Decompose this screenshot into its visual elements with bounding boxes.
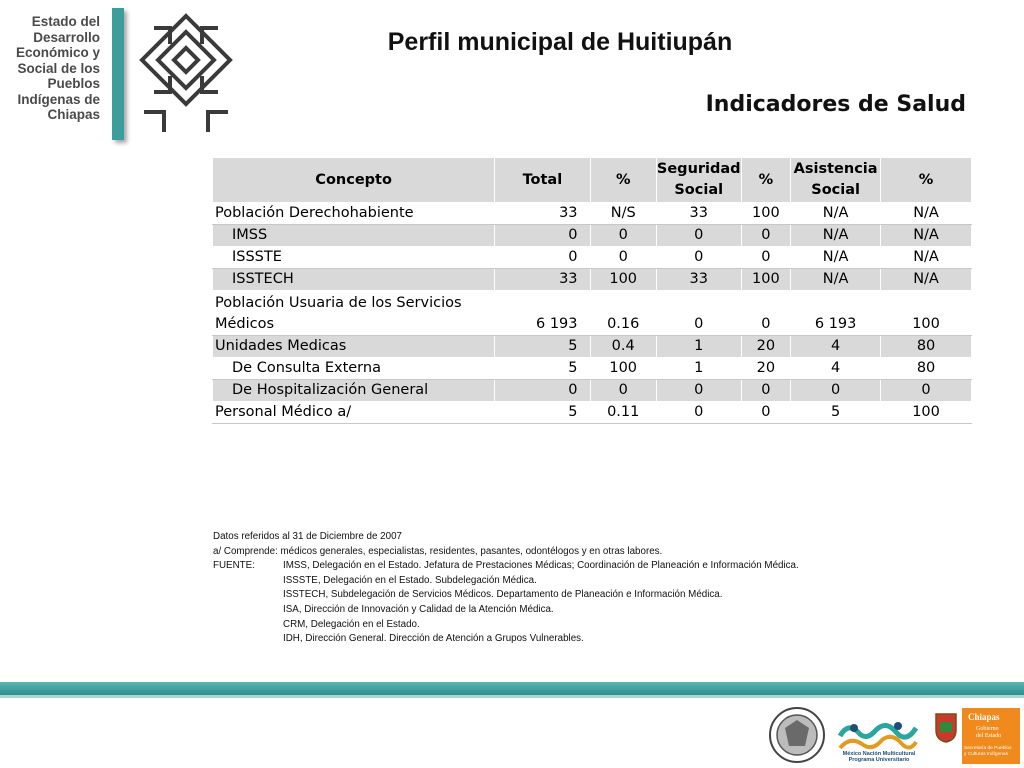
date-note: Datos referidos al 31 de Diciembre de 2007	[213, 531, 402, 542]
cell-asistencia-social: 4	[791, 336, 881, 358]
cell-pct: 0	[590, 380, 656, 402]
cell-as-pct: 100	[881, 291, 972, 336]
cell-as-pct: 0	[881, 380, 972, 402]
cell-seguridad-social: 0	[656, 380, 741, 402]
health-indicators-table	[212, 157, 972, 424]
cell-total: 5	[495, 402, 590, 424]
cell-total: 33	[495, 269, 590, 291]
footnote-a: a/ Comprende: médicos generales, especialistas, residentes, pasantes, odontélogos y en otras labores.	[213, 545, 663, 557]
table-header-row	[213, 158, 972, 203]
cell-as-pct: 80	[881, 336, 972, 358]
mexico-multicultural-text: México Nación Multicultural Programa Universitario	[842, 751, 916, 763]
header-as-pct: %	[881, 158, 972, 203]
header-total: Total	[495, 158, 590, 203]
table-row	[213, 380, 972, 402]
org-name: Estado del Desarrollo Económico y Social de los Pueblos Indígenas de Chiapas	[15, 14, 100, 122]
source-item: IDH, Dirección General. Dirección de Atención a Grupos Vulnerables.	[283, 633, 584, 645]
footer-stripe	[0, 682, 1024, 695]
cell-total: 0	[495, 247, 590, 269]
cell-asistencia-social: 0	[791, 380, 881, 402]
source-label: FUENTE:	[213, 560, 255, 572]
cell-pct: 0.4	[590, 336, 656, 358]
cell-seguridad-social: 33	[656, 203, 741, 225]
cell-asistencia-social: 4	[791, 358, 881, 380]
header-asistencia-social: Asistencia Social	[791, 158, 881, 203]
cell-concept: Población Derechohabiente	[213, 203, 495, 225]
cell-as-pct: N/A	[881, 269, 972, 291]
header-seguridad-social: Seguridad Social	[656, 158, 741, 203]
source-item: IMSS, Delegación en el Estado. Jefatura de Prestaciones Médicas; Coordinación de Planeación e Información Médica.	[283, 560, 799, 572]
cell-concept: ISSTECH	[213, 269, 495, 291]
table-row	[213, 269, 972, 291]
cell-asistencia-social: N/A	[791, 247, 881, 269]
header-pct: %	[590, 158, 656, 203]
table-row	[213, 291, 972, 336]
cell-seguridad-social: 0	[656, 402, 741, 424]
cell-seguridad-social: 1	[656, 358, 741, 380]
section-title: Indicadores de Salud	[705, 92, 966, 117]
cell-ss-pct: 0	[741, 247, 791, 269]
cell-seguridad-social: 0	[656, 247, 741, 269]
cell-concept: Personal Médico a/	[213, 402, 495, 424]
cell-seguridad-social: 0	[656, 291, 741, 336]
chiapas-department: Secretaría de Pueblos y Culturas Indígenas	[964, 746, 1012, 757]
cell-total: 0	[495, 225, 590, 247]
cell-concept: De Consulta Externa	[213, 358, 495, 380]
cell-concept: De Hospitalización General	[213, 380, 495, 402]
cell-ss-pct: 0	[741, 402, 791, 424]
cell-seguridad-social: 1	[656, 336, 741, 358]
cell-ss-pct: 100	[741, 269, 791, 291]
cell-asistencia-social: 6 193	[791, 291, 881, 336]
cell-ss-pct: 100	[741, 203, 791, 225]
cell-asistencia-social: 5	[791, 402, 881, 424]
table-row	[213, 225, 972, 247]
cell-ss-pct: 0	[741, 225, 791, 247]
cell-pct: 0.11	[590, 402, 656, 424]
chiapas-shield-icon	[934, 712, 958, 744]
cell-as-pct: 80	[881, 358, 972, 380]
cell-ss-pct: 0	[741, 380, 791, 402]
cell-as-pct: N/A	[881, 203, 972, 225]
source-item: ISA, Dirección de Innovación y Calidad de la Atención Médica.	[283, 603, 554, 615]
cell-total: 6 193	[495, 291, 590, 336]
cell-pct: 100	[590, 358, 656, 380]
page-title: Perfil municipal de Huitiupán	[387, 28, 733, 56]
cell-concept: IMSS	[213, 225, 495, 247]
table-row	[213, 336, 972, 358]
cell-total: 5	[495, 358, 590, 380]
cell-pct: N/S	[590, 203, 656, 225]
cell-ss-pct: 20	[741, 336, 791, 358]
footer-stripe-light	[0, 695, 1024, 698]
header-concepto: Concepto	[213, 158, 495, 203]
cell-seguridad-social: 33	[656, 269, 741, 291]
table-row	[213, 358, 972, 380]
cell-asistencia-social: N/A	[791, 269, 881, 291]
cell-as-pct: N/A	[881, 247, 972, 269]
cell-concept: ISSSTE	[213, 247, 495, 269]
source-row	[213, 559, 799, 574]
cell-pct: 0	[590, 225, 656, 247]
cell-as-pct: 100	[881, 402, 972, 424]
cell-seguridad-social: 0	[656, 225, 741, 247]
cell-concept: Población Usuaria de los Servicios Médicos	[213, 291, 495, 336]
cell-asistencia-social: N/A	[791, 203, 881, 225]
header-ss-pct: %	[741, 158, 791, 203]
table-row	[213, 402, 972, 424]
cell-pct: 100	[590, 269, 656, 291]
cell-total: 0	[495, 380, 590, 402]
cell-asistencia-social: N/A	[791, 225, 881, 247]
cell-ss-pct: 0	[741, 291, 791, 336]
cell-as-pct: N/A	[881, 225, 972, 247]
source-item: CRM, Delegación en el Estado.	[283, 618, 420, 630]
cell-concept: Unidades Medicas	[213, 336, 495, 358]
cell-total: 5	[495, 336, 590, 358]
cell-pct: 0.16	[590, 291, 656, 336]
table-row	[213, 247, 972, 269]
notes	[213, 530, 799, 647]
chiapas-subtitle: Gobierno del Estado	[976, 726, 1002, 739]
cell-pct: 0	[590, 247, 656, 269]
source-item: ISSSTE, Delegación en el Estado. Subdelegación Médica.	[283, 574, 537, 586]
chiapas-title: Chiapas	[968, 712, 1000, 722]
table-row	[213, 203, 972, 225]
cell-ss-pct: 20	[741, 358, 791, 380]
cell-total: 33	[495, 203, 590, 225]
unam-seal-icon	[767, 706, 827, 764]
source-item: ISSTECH, Subdelegación de Servicios Médicos. Departamento de Planeación e Información Médica.	[283, 589, 723, 601]
